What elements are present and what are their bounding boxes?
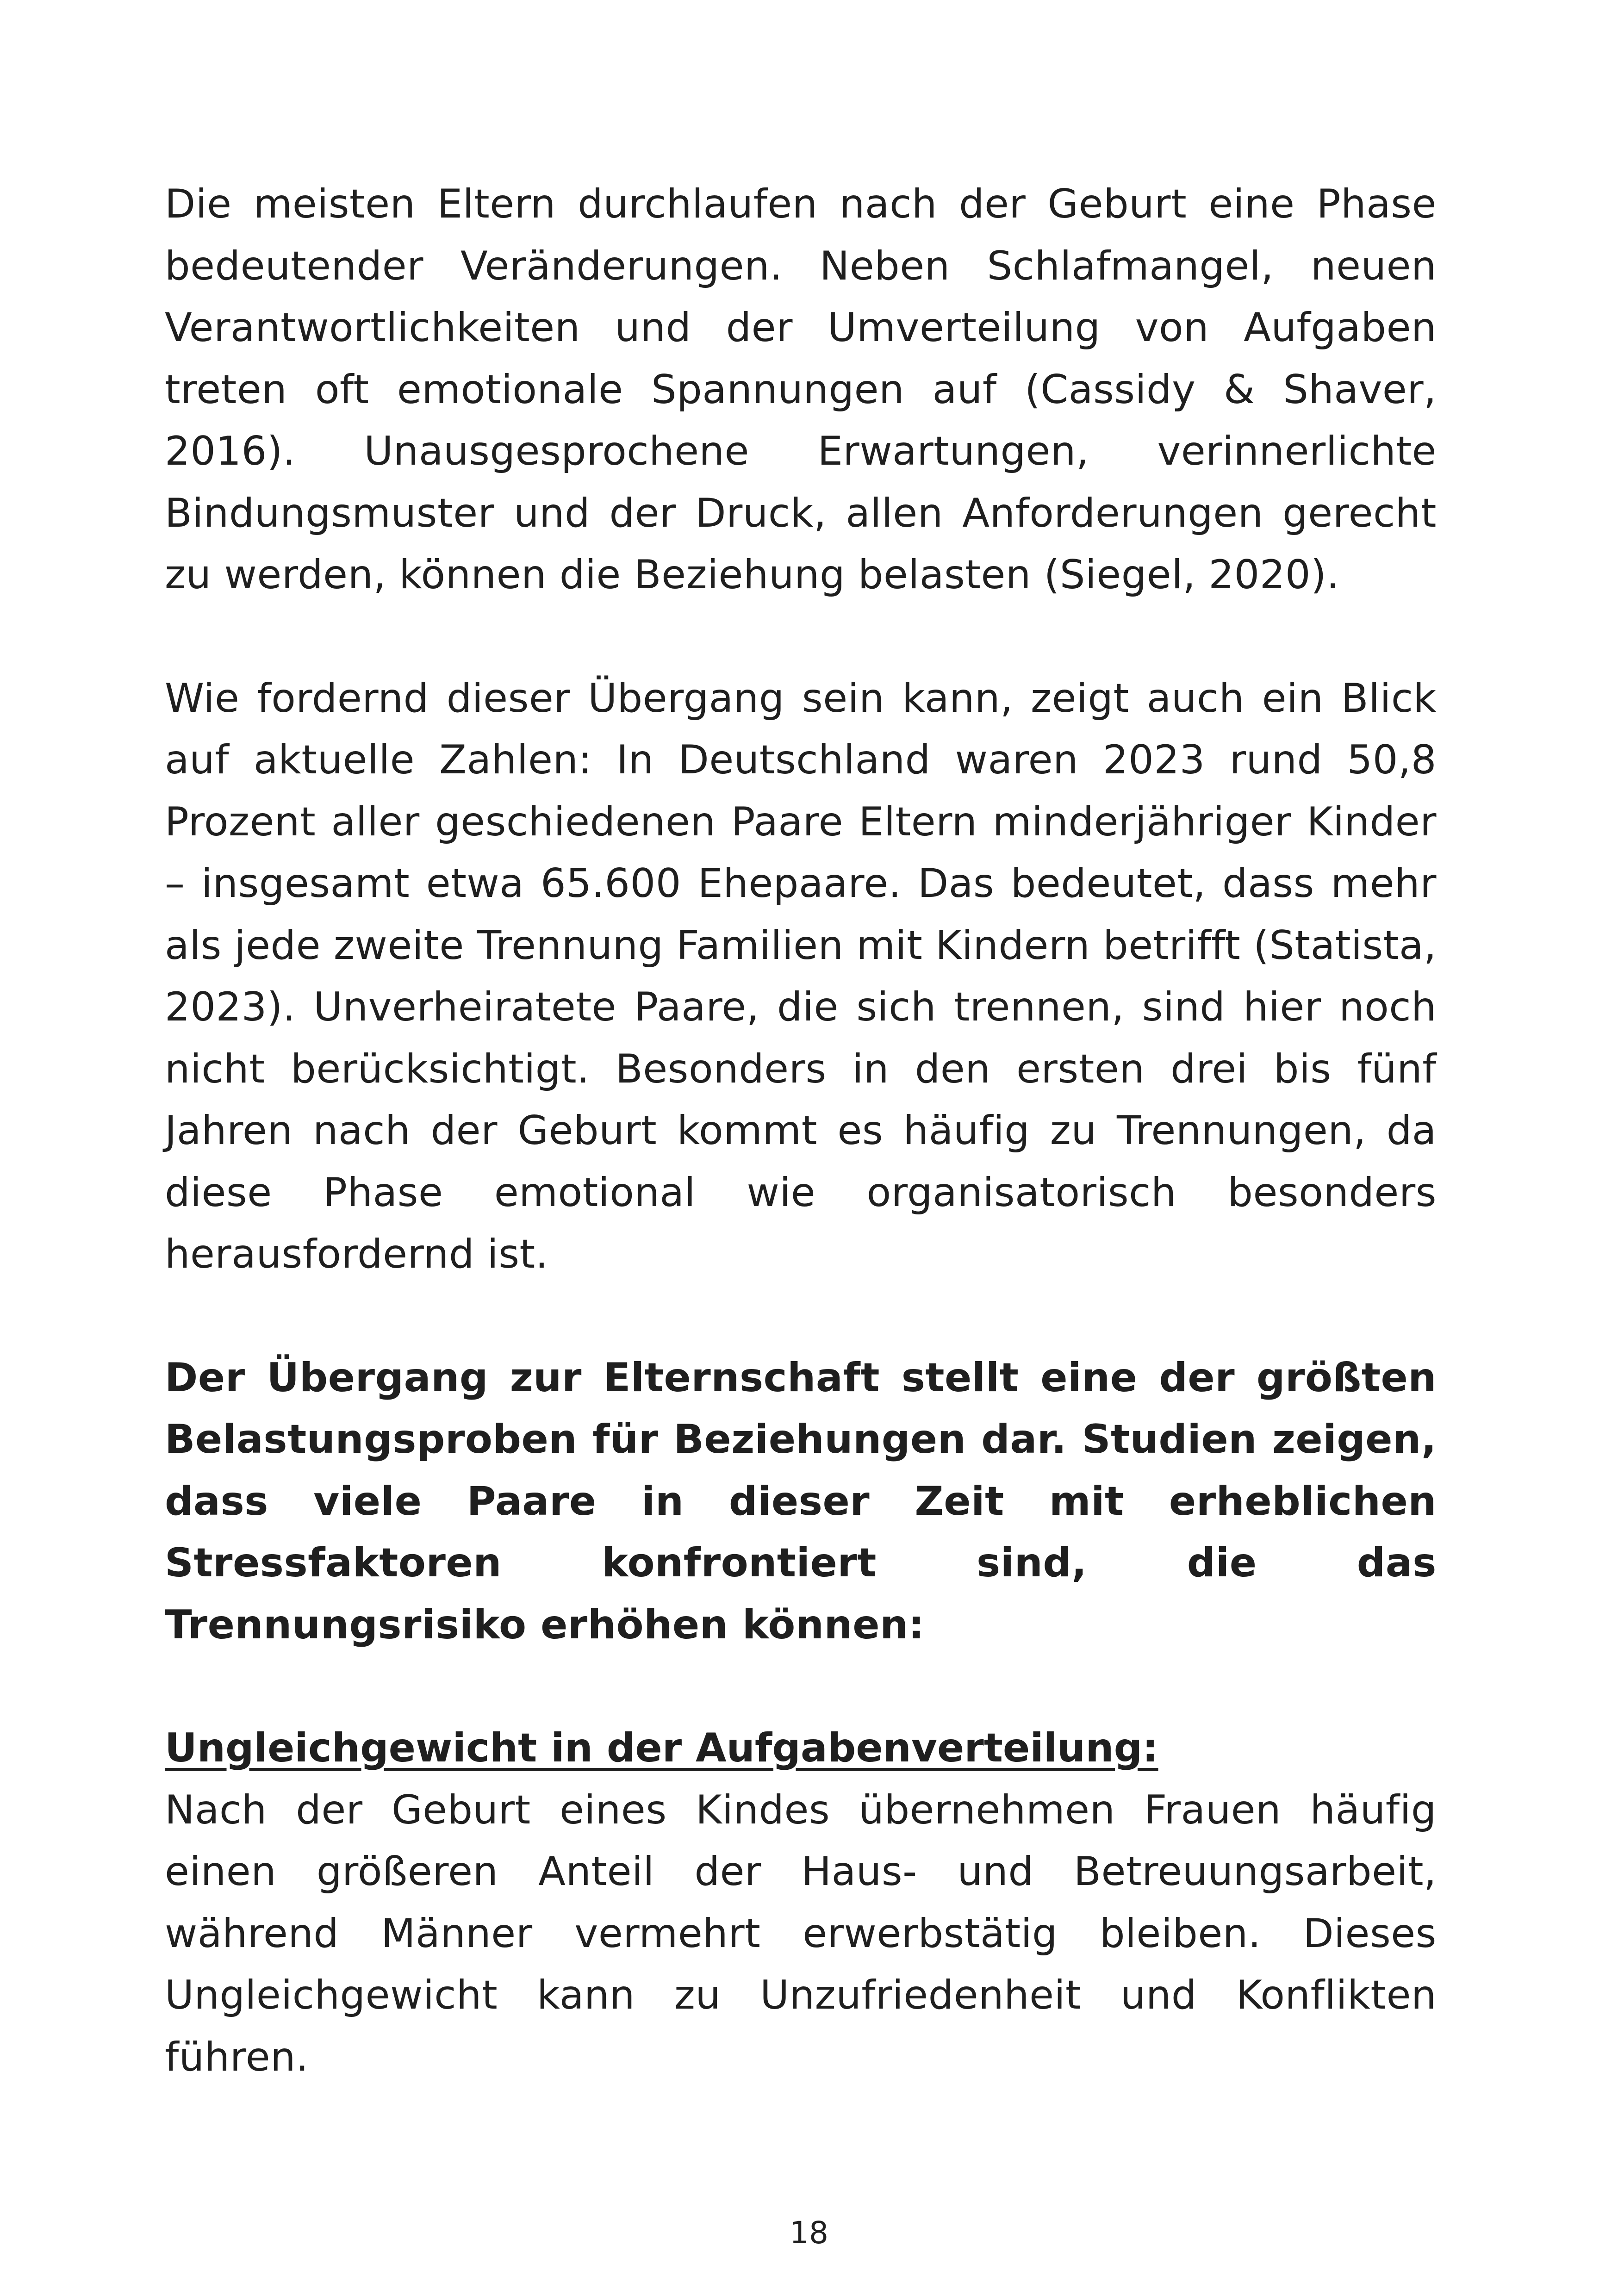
paragraph-statistics: Wie fordernd dieser Übergang sein kann, zeigt auch ein Blick auf aktuelle Zahlen: In Deutschland waren 2023 rund 50,8 Prozent aller geschiedenen Paare Eltern minderjähriger Kinder – insgesamt etwa 65.600 Ehepaare. Das bedeutet, dass mehr als jede zweite Trennung Familien mit Kindern betrifft (Statista, 2023). Unverheiratete Paare, die sich trennen, sind hier noch nicht berücksichtigt. Besonders in den ersten drei bis fünf Jahren nach der Geburt kommt es häufig zu Trennungen, da diese Phase emotional wie organisatorisch besonders herausfordernd ist. [165, 675, 1437, 1277]
section-body: Nach der Geburt eines Kindes übernehmen Frauen häufig einen größeren Anteil der Haus- und Betreuungsarbeit, während Männer vermehrt erwerbstätig bleiben. Dieses Ungleichgewicht kann zu Unzufriedenheit und Konflikten führen. [165, 1786, 1437, 2080]
page-number: 18 [790, 2215, 828, 2251]
paragraph-key-statement: Der Übergang zur Elternschaft stellt eine der größten Belastungsproben für Beziehungen dar. Studien zeigen, dass viele Paare in dieser Zeit mit erheblichen Stressfaktoren konfrontiert sind, die das Trennungsrisiko erhöhen können: [165, 1354, 1437, 1648]
page-content [165, 174, 1437, 2088]
paragraph-intro: Die meisten Eltern durchlaufen nach der Geburt eine Phase bedeutender Veränderungen. Neben Schlafmangel, neuen Verantwortlichkeiten und der Umverteilung von Aufgaben treten oft emotionale Spannungen auf (Cassidy & Shaver, 2016). Unausgesprochene Erwartungen, verinnerlichte Bindungsmuster und der Druck, allen Anforderungen gerecht zu werden, können die Beziehung belasten (Siegel, 2020). [165, 181, 1437, 598]
section-heading: Ungleichgewicht in der Aufgabenverteilung: [165, 1725, 1158, 1771]
